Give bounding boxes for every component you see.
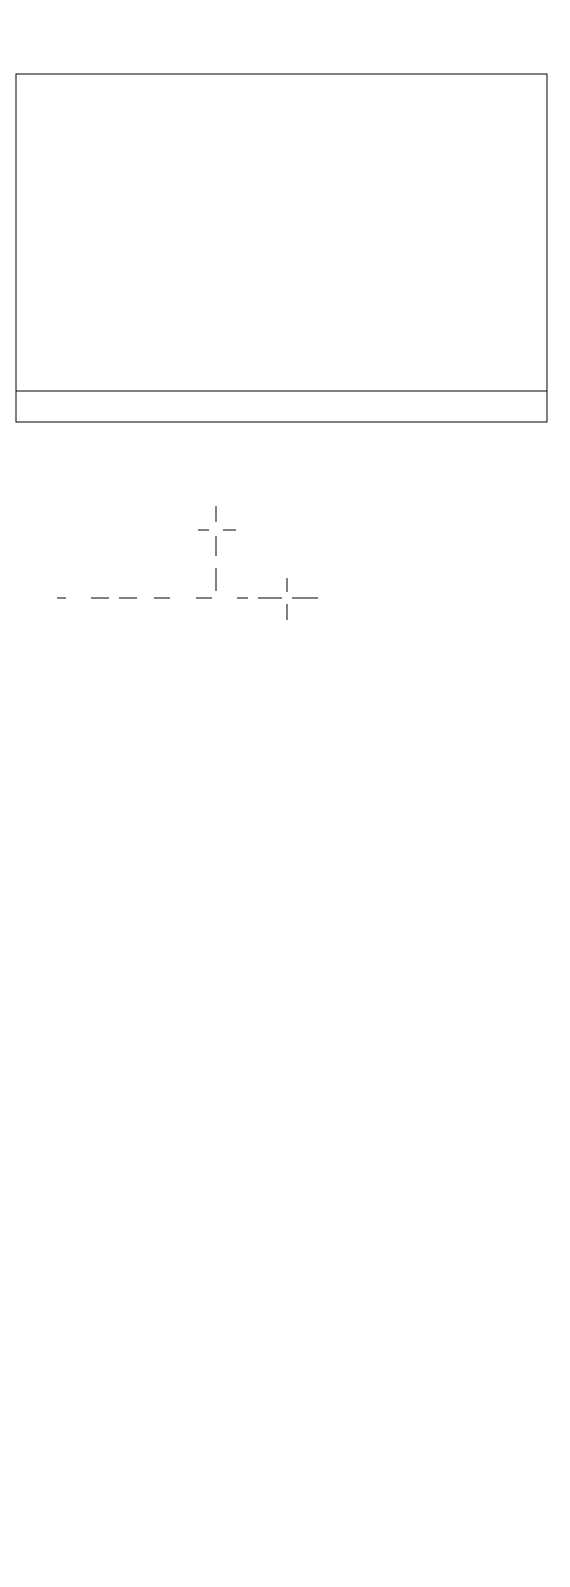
peak-table-header: [80, 903, 318, 937]
nmr-spectrum-chart: [0, 70, 570, 462]
peak-header-ppm: [168, 903, 248, 937]
plot-frame: [16, 74, 547, 422]
peak-header-hz: [80, 903, 168, 937]
assignment-header: [58, 654, 196, 682]
bonds: [57, 506, 318, 620]
peak-header-int: [248, 903, 318, 937]
peak-table: [80, 903, 318, 937]
chemical-structure: [0, 488, 570, 648]
assignment-table: [58, 654, 196, 682]
